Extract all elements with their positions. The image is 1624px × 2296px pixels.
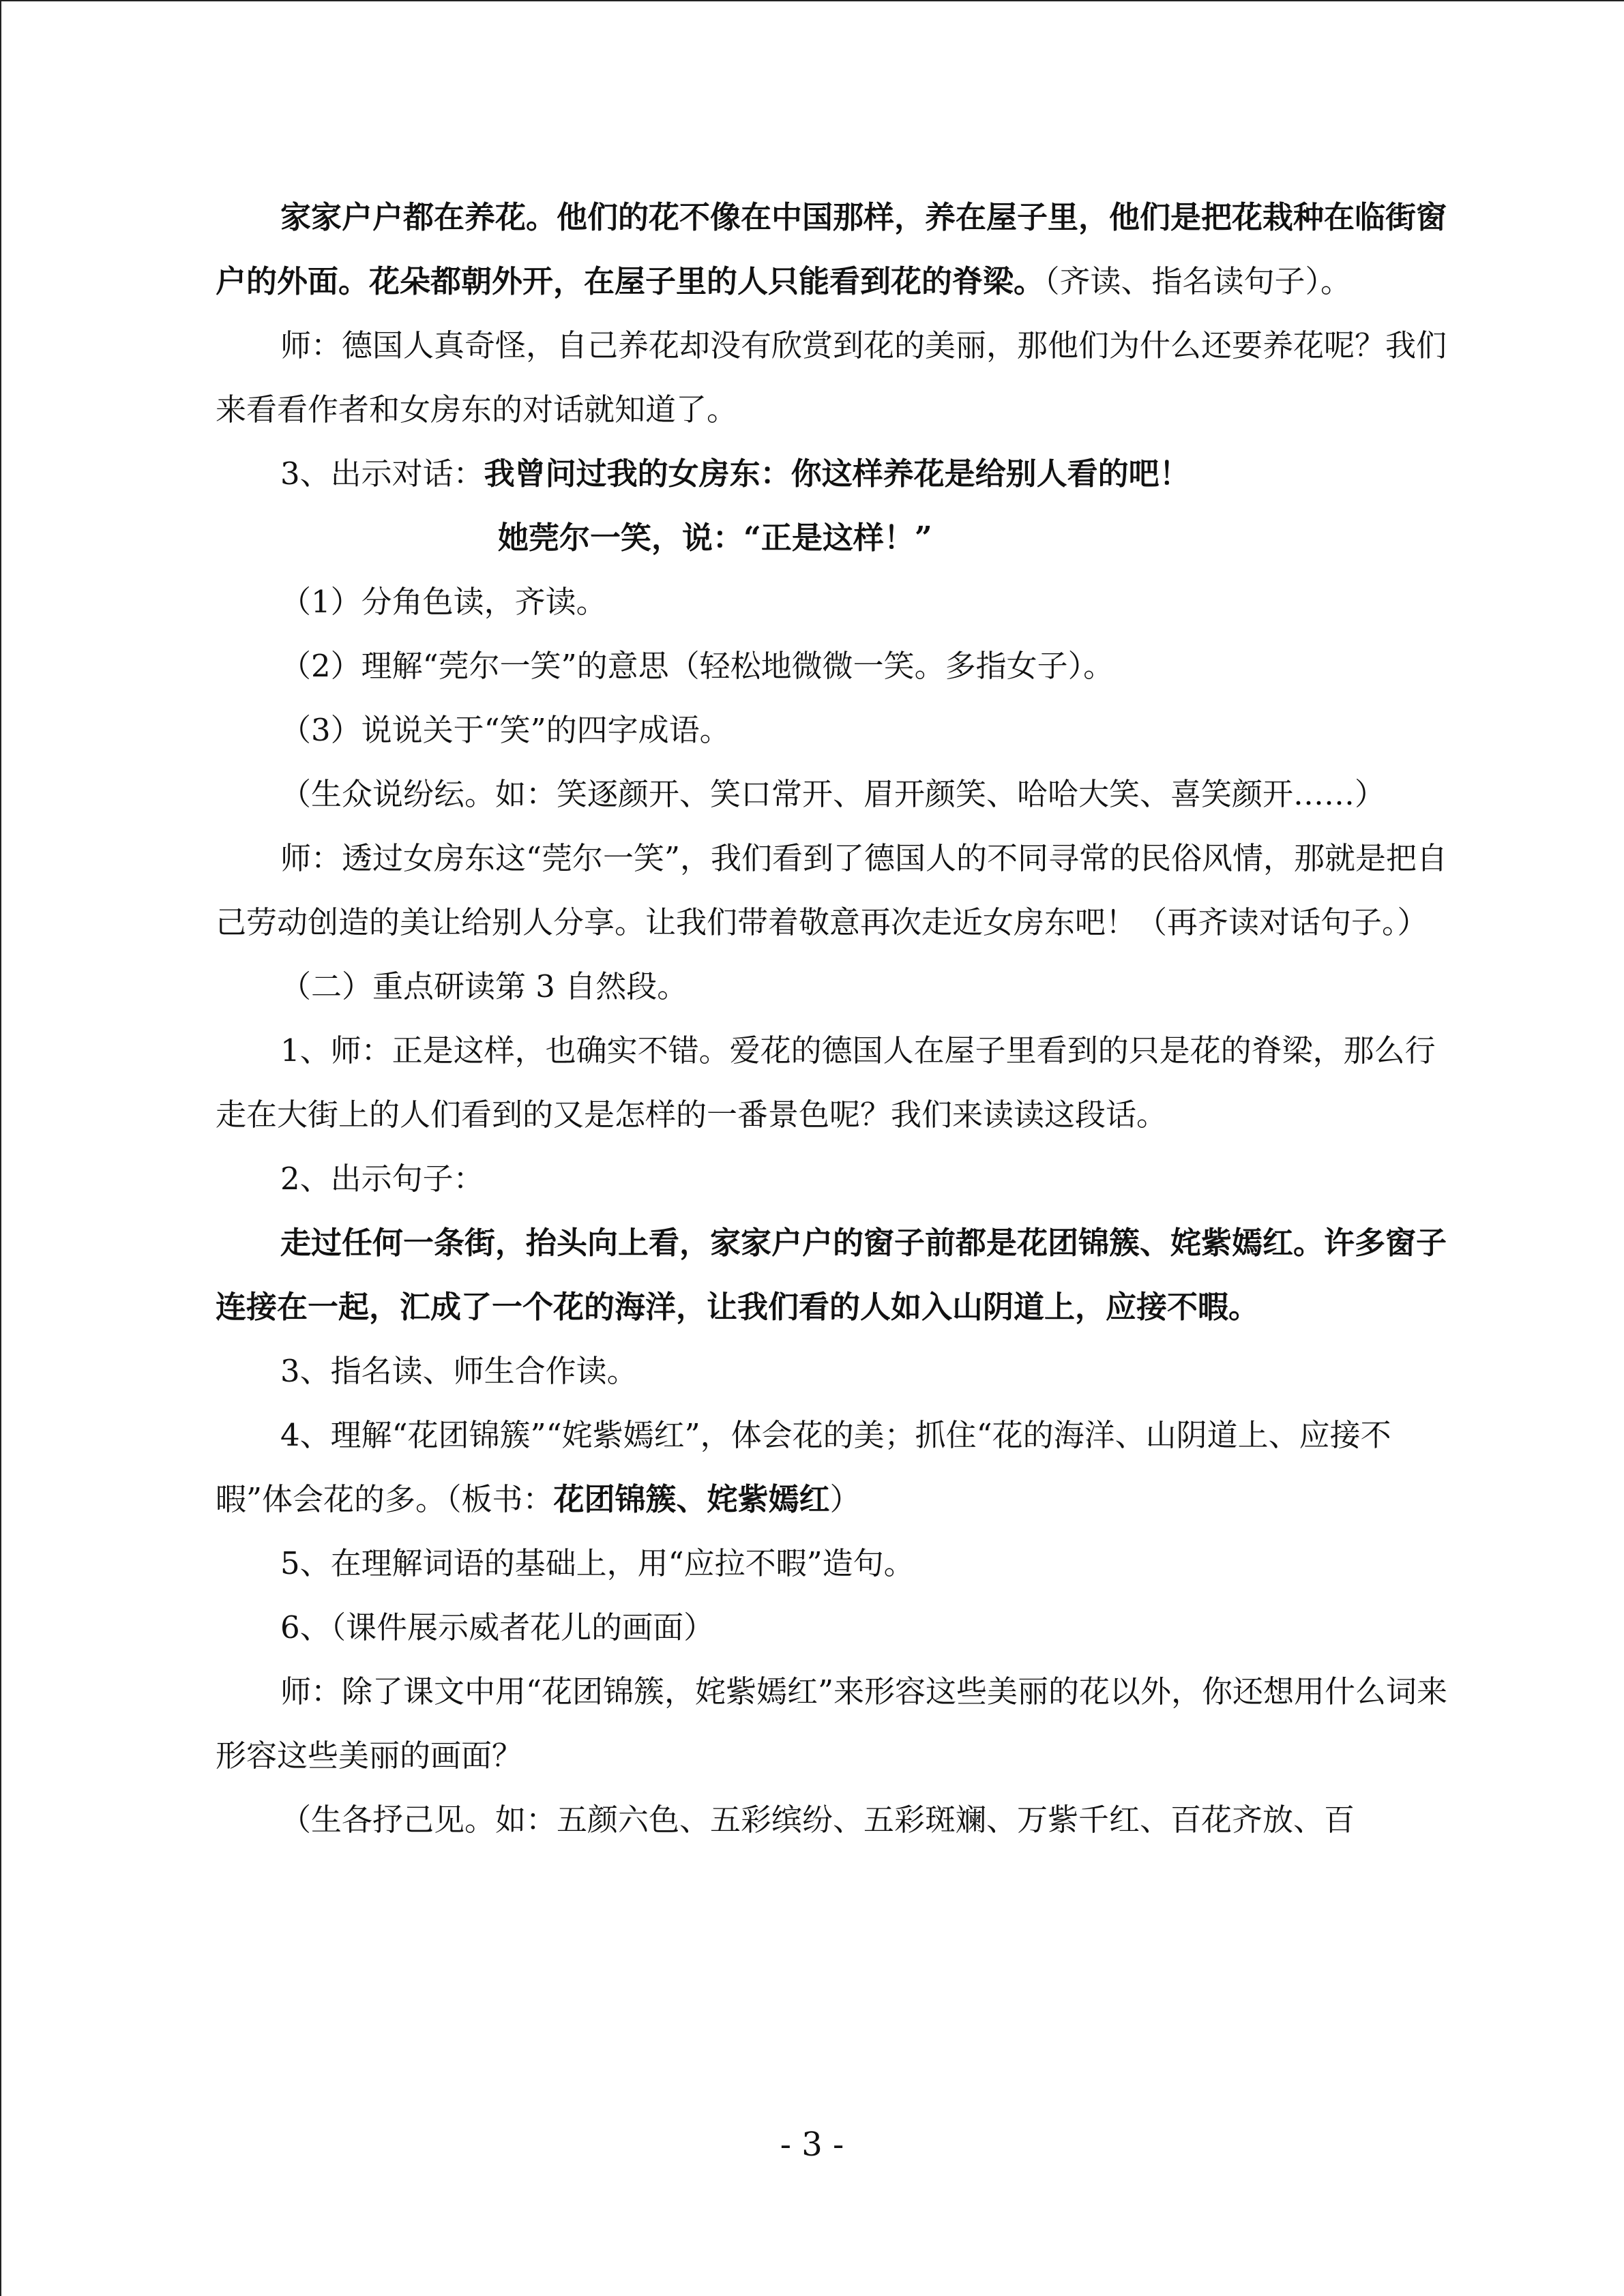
text-segment: 4、理解“花团锦簇”“姹紫嫣红”，体会花的美；抓住“花的海洋、山阴道上、应接不暇”体会花的多。（板书： [216,1417,1391,1517]
paragraph [216,1211,1450,1339]
text-segment: 2、出示句子： [280,1161,484,1197]
document-body [216,185,1450,1852]
paragraph [216,955,1450,1019]
text-segment: 师：除了课文中用“花团锦簇，姹紫嫣红”来形容这些美丽的花以外，你还想用什么词来形容这些美丽的画面？ [216,1673,1448,1774]
text-segment: （3）说说关于“笑”的四字成语。 [280,712,730,748]
text-segment: 师：德国人真奇怪，自己养花却没有欣赏到花的美丽，那他们为什么还要养花呢？我们来看看作者和女房东的对话就知道了。 [216,327,1447,428]
text-segment: 1、师：正是这样，也确实不错。爱花的德国人在屋子里看到的只是花的脊梁，那么行走在大街上的人们看到的又是怎样的一番景色呢？我们来读读这段话。 [216,1032,1436,1133]
paragraph [216,314,1450,442]
text-segment: 6、（课件展示威者花儿的画面） [280,1609,715,1645]
paragraph [216,185,1450,314]
text-segment: （1）分角色读，齐读。 [280,584,607,620]
bold-text: 家家户户都在养花。他们的花不像在中国那样，养在屋子里，他们是把花栽种在临街窗户的外面。花朵都朝外开，在屋子里的人只能看到花的脊梁。 [216,199,1447,299]
text-segment: （齐读、指名读句子）。 [1044,263,1352,299]
paragraph [216,1660,1450,1788]
bold-text: 花团锦簇、姹紫嫣红 [553,1481,830,1517]
paragraph [216,634,1450,698]
bold-text: 走过任何一条街，抬头向上看，家家户户的窗子前都是花团锦簇、姹紫嫣红。许多窗子连接在一起，汇成了一个花的海洋，让我们看的人如入山阴道上，应接不暇。 [216,1225,1447,1325]
text-segment: 师：透过女房东这“莞尔一笑”，我们看到了德国人的不同寻常的民俗风情，那就是把自己劳动创造的美让给别人分享。让我们带着敬意再次走近女房东吧！（再齐读对话句子。） [216,840,1448,940]
text-segment: 5、在理解词语的基础上，用“应拉不暇”造句。 [280,1545,915,1581]
text-segment: 3、指名读、师生合作读。 [280,1353,638,1389]
paragraph [216,1788,1450,1852]
text-segment: （2）理解“莞尔一笑”的意思（轻松地微微一笑。多指女子）。 [280,648,1114,684]
paragraph [216,1339,1450,1403]
text-segment: ） [829,1481,861,1517]
text-segment: 3、出示对话： [280,456,484,492]
paragraph [216,1147,1450,1211]
bold-text: 我曾问过我的女房东：你这样养花是给别人看的吧！ [484,456,1190,492]
paragraph [216,1019,1450,1147]
paragraph [216,1403,1450,1532]
text-segment: （生各抒己见。如：五颜六色、五彩缤纷、五彩斑斓、万紫千红、百花齐放、百 [280,1802,1355,1838]
paragraph [216,762,1450,826]
paragraph [216,570,1450,634]
dialogue-line: 她莞尔一笑，说：“正是这样！” [498,520,932,556]
paragraph [216,826,1450,955]
paragraph [216,1596,1450,1660]
paragraph [216,698,1450,762]
text-segment: （生众说纷纭。如：笑逐颜开、笑口常开、眉开颜笑、哈哈大笑、喜笑颜开……） [280,776,1386,812]
paragraph [216,1532,1450,1596]
paragraph [216,442,1450,506]
page-number: - 3 - [780,2126,844,2164]
text-segment: （二）重点研读第 3 自然段。 [280,968,688,1004]
